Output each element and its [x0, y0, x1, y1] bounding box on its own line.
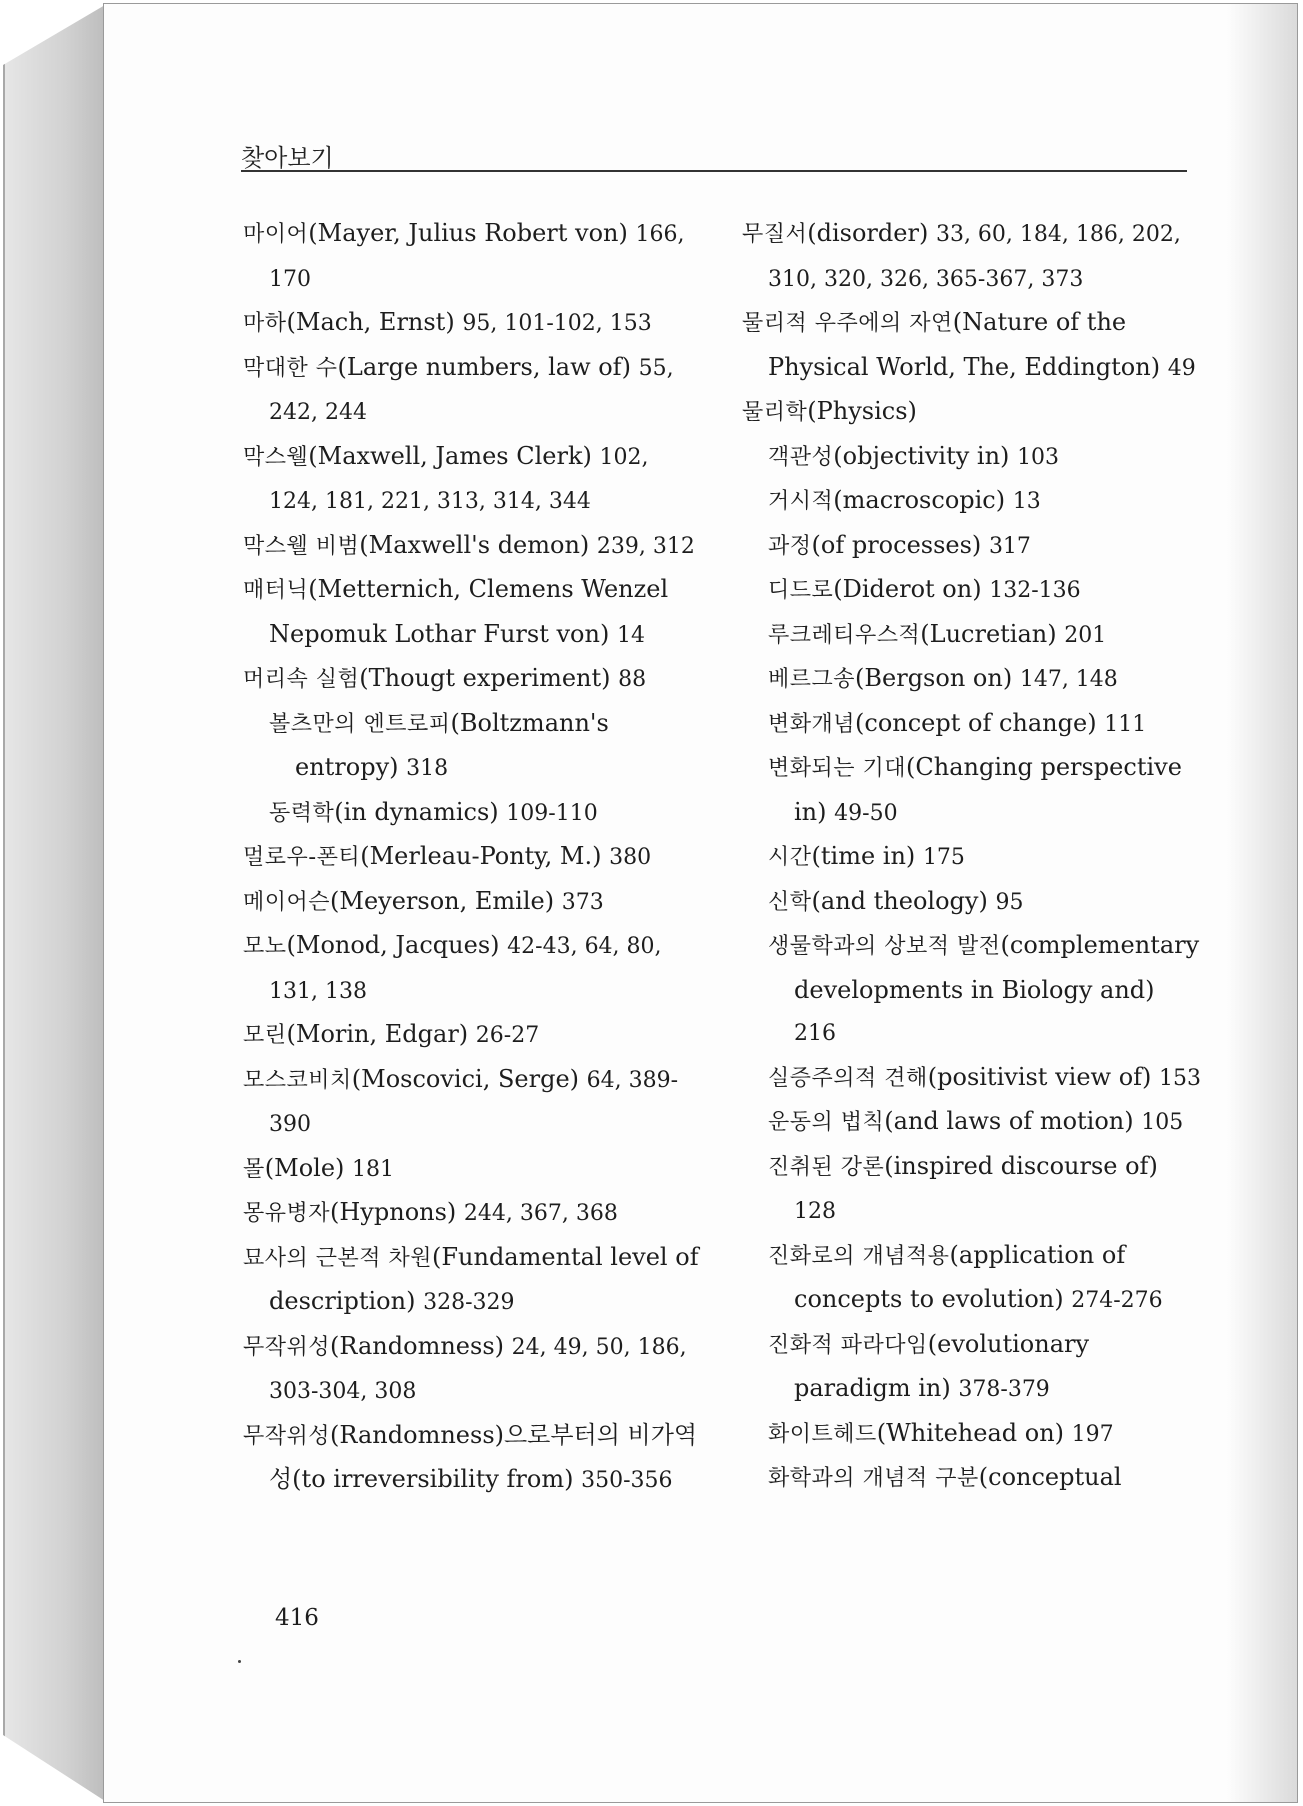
index-term-english: (objectivity in) — [833, 441, 1010, 470]
index-page-refs: 26-27 — [475, 1023, 540, 1048]
index-term-english: (evolutionary paradigm in) — [794, 1329, 1090, 1402]
index-term-korean: 화학과의 개념적 구분 — [768, 1466, 979, 1491]
page-edge-shadow — [1227, 4, 1297, 1802]
index-term-korean: 변화개념 — [768, 711, 856, 737]
index-term-english: (Moscovici, Serge) — [351, 1064, 580, 1093]
index-term-english: (application of concepts to evolution) — [794, 1240, 1126, 1313]
index-page-refs: 102, 124, 181, 221, 313, 314, 344 — [269, 444, 649, 514]
index-page-refs: 350-356 — [581, 1468, 673, 1493]
index-page-refs: 244, 367, 368 — [463, 1201, 618, 1226]
index-term-korean: 물리적 우주에의 자연 — [742, 311, 953, 336]
index-page-refs: 103 — [1017, 444, 1060, 470]
index-entry — [742, 479, 1202, 524]
index-entry — [742, 1145, 1202, 1234]
index-page-refs: 88 — [618, 667, 647, 692]
index-entry — [243, 657, 703, 702]
index-term-korean: 실증주의적 견해 — [768, 1065, 928, 1091]
index-page-refs: 105 — [1141, 1110, 1184, 1135]
index-entry — [742, 1412, 1202, 1457]
index-entry — [243, 1013, 703, 1058]
index-term-english: (inspired discourse of) — [884, 1151, 1158, 1180]
index-page-refs: 216 — [794, 1021, 836, 1046]
index-entry — [742, 702, 1202, 747]
index-entry — [742, 212, 1202, 301]
index-term-korean: 멀로우-폰티 — [243, 845, 361, 870]
index-term-english: (Meyerson, Emile) — [330, 886, 555, 915]
index-entry — [742, 301, 1202, 390]
index-entry — [742, 435, 1202, 480]
index-page-refs: 111 — [1104, 711, 1147, 737]
index-term-korean: 무작위성 — [243, 1423, 331, 1449]
index-term-english: (Diderot on) — [833, 575, 982, 603]
index-term-korean: 모스코비치 — [243, 1067, 352, 1093]
index-term-korean: 화이트헤드 — [768, 1421, 877, 1447]
index-entry — [742, 880, 1202, 925]
index-term-english: (Bergson on) — [855, 664, 1013, 692]
header-rule — [241, 170, 1187, 172]
index-term-english: (Randomness) — [330, 1331, 504, 1360]
index-entry — [742, 524, 1202, 569]
index-entry — [243, 1147, 703, 1192]
index-entry — [742, 390, 1202, 435]
index-term-korean: 생물학과의 상보적 발전 — [768, 934, 1001, 959]
index-term-english: (Morin, Edgar) — [286, 1020, 469, 1048]
index-page-refs: 95, 101-102, 153 — [462, 311, 652, 336]
index-term-korean: 진취된 강론 — [768, 1154, 885, 1180]
index-entry — [243, 346, 703, 435]
page-header-title: 찾아보기 — [241, 144, 334, 172]
index-entry — [243, 301, 703, 346]
index-term-english: (conceptual — [978, 1463, 1122, 1491]
index-term-english: (disorder) — [807, 219, 929, 247]
index-term-korean: 마이어 — [243, 222, 309, 247]
index-entry — [243, 524, 703, 569]
index-term-english: (Metternich, Clemens Wenzel Nepomuk Lothar Furst von) — [269, 575, 669, 648]
index-entry — [742, 1234, 1202, 1323]
index-term-english: (time in) — [811, 842, 916, 870]
scan-speck — [238, 1660, 241, 1663]
index-term-korean: 막스웰 — [243, 444, 309, 470]
index-entry — [243, 835, 703, 880]
index-term-english: (Merleau-Ponty, M.) — [360, 842, 602, 870]
index-term-korean: 메이어슨 — [243, 889, 331, 915]
index-entry — [742, 657, 1202, 702]
index-term-english: (concept of change) — [855, 708, 1097, 737]
index-term-korean: 매터닉 — [243, 578, 309, 603]
index-page-refs: 14 — [616, 622, 645, 648]
index-entry — [742, 924, 1202, 1056]
index-page-refs: 318 — [406, 756, 449, 781]
index-term-english: (Boltzmann's entropy) — [295, 708, 609, 781]
index-page-refs: 153 — [1159, 1065, 1202, 1091]
index-term-korean: 모린 — [243, 1023, 287, 1048]
index-term-korean: 변화되는 기대 — [768, 756, 907, 781]
index-page-refs: 55, 242, 244 — [269, 355, 674, 425]
index-term-english: (positivist view of) — [927, 1062, 1152, 1091]
index-page-refs: 274-276 — [1071, 1288, 1163, 1313]
index-page-refs: 49-50 — [834, 800, 898, 826]
index-page-refs: 95 — [995, 889, 1024, 915]
index-term-korean: 머리속 실험 — [243, 667, 360, 692]
index-term-korean: 무질서 — [742, 222, 808, 247]
index-entry — [243, 1325, 703, 1414]
index-term-english: (of processes) — [811, 530, 982, 559]
index-entry — [742, 1323, 1202, 1412]
index-entry — [243, 1058, 703, 1147]
index-entry — [243, 1414, 703, 1503]
index-term-english: (and theology) — [811, 886, 988, 915]
index-entry — [243, 568, 703, 657]
index-term-english: (in dynamics) — [334, 797, 499, 826]
index-page-refs: 197 — [1071, 1421, 1114, 1447]
index-page-refs: 166, 170 — [269, 222, 685, 292]
index-term-english: (Mayer, Julius Robert von) — [308, 219, 628, 247]
index-entry — [243, 924, 703, 1013]
index-term-english: (macroscopic) — [833, 486, 1006, 514]
index-term-korean: 묘사의 근본적 차원 — [243, 1245, 433, 1271]
index-term-korean: 시간 — [768, 845, 812, 870]
index-term-korean: 동력학 — [269, 800, 335, 826]
index-entry — [742, 568, 1202, 613]
index-term-english: (Randomness)으로부터의 비가역성(to irreversibility from) — [269, 1420, 698, 1493]
index-column-right — [742, 212, 1202, 1501]
index-page-refs: 13 — [1012, 489, 1041, 514]
index-entry — [243, 791, 703, 836]
index-term-english: (Monod, Jacques) — [286, 931, 500, 959]
index-entry — [742, 835, 1202, 880]
index-term-english: (Large numbers, law of) — [337, 352, 631, 381]
index-page-refs: 24, 49, 50, 186, 303-304, 308 — [269, 1334, 687, 1404]
index-term-korean: 신학 — [768, 889, 812, 915]
index-term-english: (Nature of the Physical World, The, Eddington) — [768, 308, 1161, 381]
index-term-korean: 디드로 — [768, 578, 834, 603]
index-term-english: (Hypnons) — [330, 1198, 457, 1226]
index-entry — [742, 1056, 1202, 1101]
index-term-english: (Lucretian) — [920, 619, 1057, 648]
index-term-korean: 거시적 — [768, 489, 834, 514]
index-entry — [243, 435, 703, 524]
index-page-refs: 201 — [1064, 622, 1107, 648]
index-term-english: (Mach, Ernst) — [286, 308, 455, 336]
index-term-korean: 물리학 — [742, 400, 808, 425]
index-term-korean: 진화적 파라다임 — [768, 1332, 928, 1358]
index-term-english: (Fundamental level of description) — [269, 1242, 699, 1315]
index-term-english: (Physics) — [807, 397, 917, 425]
index-term-korean: 몰 — [243, 1156, 265, 1182]
page-number: 416 — [275, 1605, 319, 1631]
index-page-refs: 42-43, 64, 80, 131, 138 — [269, 934, 662, 1004]
index-page-refs: 128 — [794, 1199, 836, 1224]
index-entry — [243, 1236, 703, 1325]
index-page-refs: 380 — [609, 845, 652, 870]
index-term-english: (Maxwell, James Clerk) — [308, 441, 592, 470]
index-page-refs: 64, 389-390 — [269, 1067, 679, 1137]
index-page-refs: 147, 148 — [1019, 667, 1118, 692]
index-term-korean: 무작위성 — [243, 1334, 331, 1360]
index-term-korean: 막스웰 비범 — [243, 533, 360, 559]
index-term-korean: 모노 — [243, 934, 287, 959]
index-page-refs: 378-379 — [958, 1377, 1050, 1402]
index-entry — [243, 702, 703, 791]
index-page-refs: 239, 312 — [596, 533, 695, 559]
index-entry — [742, 746, 1202, 835]
index-term-english: (complementary developments in Biology and) — [794, 931, 1200, 1004]
index-term-korean: 베르그송 — [768, 667, 856, 692]
index-page-refs: 49 — [1167, 355, 1196, 381]
index-term-korean: 객관성 — [768, 444, 834, 470]
index-term-korean: 마하 — [243, 311, 287, 336]
index-entry — [243, 1191, 703, 1236]
index-entry — [742, 1100, 1202, 1145]
index-page-refs: 181 — [352, 1156, 395, 1182]
index-term-korean: 볼츠만의 엔트로피 — [269, 711, 451, 737]
index-term-korean: 운동의 법칙 — [768, 1110, 885, 1135]
index-term-english: (Changing perspective in) — [794, 753, 1182, 826]
index-term-english: (Thougt experiment) — [359, 664, 611, 692]
index-term-korean: 과정 — [768, 533, 812, 559]
index-page-refs: 109-110 — [506, 800, 598, 826]
index-term-english: (Maxwell's demon) — [359, 530, 590, 559]
index-term-korean: 루크레티우스적 — [768, 622, 921, 648]
index-term-korean: 몽유병자 — [243, 1201, 331, 1226]
index-term-english: (and laws of motion) — [884, 1107, 1134, 1135]
book-spine — [3, 5, 105, 1801]
index-entry — [742, 613, 1202, 658]
index-term-korean: 막대한 수 — [243, 355, 338, 381]
index-page-refs: 33, 60, 184, 186, 202, 310, 320, 326, 365-367, 373 — [768, 222, 1181, 292]
index-entry — [243, 212, 703, 301]
index-page-refs: 175 — [922, 845, 965, 870]
index-entry — [243, 880, 703, 925]
index-page-refs: 317 — [988, 533, 1031, 559]
index-page-refs: 132-136 — [989, 578, 1081, 603]
index-term-english: (Whitehead on) — [876, 1418, 1065, 1447]
index-term-english: (Mole) — [264, 1153, 345, 1182]
index-page-refs: 328-329 — [423, 1290, 515, 1315]
index-entry — [742, 1456, 1202, 1501]
index-term-korean: 진화로의 개념적용 — [768, 1243, 950, 1269]
index-page-refs: 373 — [561, 889, 604, 915]
index-column-left — [243, 212, 703, 1503]
